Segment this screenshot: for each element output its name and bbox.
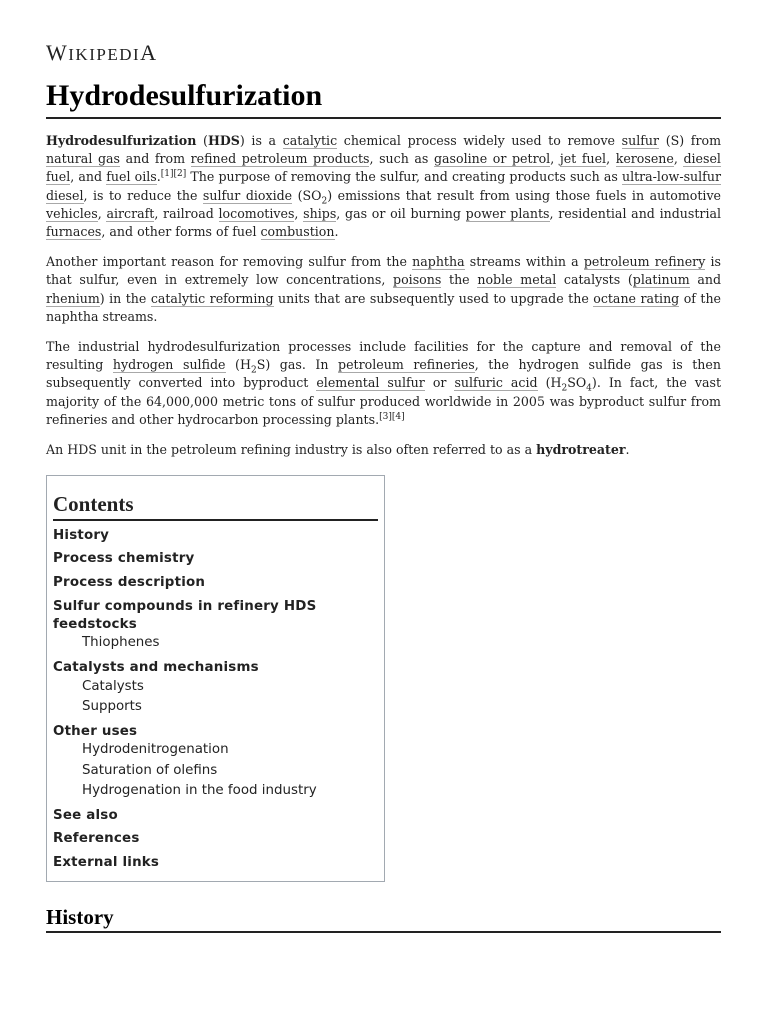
text: An HDS unit in the petroleum refining industry is also often referred to as a — [46, 442, 537, 458]
text: . — [625, 442, 630, 458]
subscript: 2 — [321, 196, 328, 207]
text: , gas or oil burning — [336, 205, 466, 221]
link-diesel-fuel[interactable]: diesel fuel — [46, 151, 721, 185]
bold-term: hydrotreater — [536, 442, 626, 458]
table-of-contents — [46, 475, 385, 882]
link-catalytic[interactable]: catalytic — [282, 133, 338, 148]
link-elemental-sulfur[interactable]: elemental sulfur — [316, 375, 425, 391]
citation-ref[interactable]: [3] — [379, 411, 392, 422]
link-ultra-low-sulfur-diesel[interactable]: ultra-low-sulfur diesel — [46, 169, 721, 203]
toc-subitem-hydrodenitrogenation[interactable]: Hydrodenitrogenation — [82, 742, 229, 758]
text: , — [550, 151, 560, 167]
bold-term: Hydrodesulfurization — [46, 133, 197, 148]
text: ). In fact, the vast majority of the 64,000,000 metric tons of sulfur produced worldwide in 2005 was byproduct sulfur from refineries and other hydrocarbon processing plants. — [46, 375, 722, 427]
subscript: 2 — [561, 383, 568, 394]
link-jet-fuel[interactable]: jet fuel — [559, 151, 607, 167]
subscript: 4 — [586, 383, 592, 394]
toc-item-see-also[interactable]: See also — [53, 807, 118, 823]
link-poisons[interactable]: poisons — [393, 272, 442, 288]
text: , — [673, 151, 684, 167]
text: SO — [567, 375, 587, 391]
text: (H — [537, 375, 562, 391]
text: (SO — [292, 187, 322, 203]
text: or — [424, 375, 455, 391]
link-gasoline[interactable]: gasoline or petrol — [433, 151, 551, 167]
text: of the naphtha streams. — [46, 290, 722, 324]
text: , — [294, 205, 304, 221]
text: and — [689, 272, 722, 288]
toc-subitem-thiophenes[interactable]: Thiophenes — [82, 635, 160, 651]
page-title: Hydrodesulfurization — [46, 78, 721, 119]
text: , — [97, 205, 107, 221]
text: , residential and industrial — [549, 205, 722, 221]
text: units that are subsequently used to upgrade the — [273, 290, 594, 306]
citation-ref[interactable]: [1] — [160, 169, 174, 180]
link-sulfuric-acid[interactable]: sulfuric acid — [454, 375, 538, 391]
toc-subitem-saturation-olefins[interactable]: Saturation of olefins — [82, 762, 218, 778]
text: catalysts ( — [556, 272, 633, 288]
text: the — [441, 272, 478, 288]
text: , — [606, 151, 616, 167]
link-furnaces[interactable]: furnaces — [46, 224, 102, 240]
toc-item-process-chemistry[interactable]: Process chemistry — [53, 551, 195, 567]
link-petroleum-refineries[interactable]: petroleum refineries — [338, 357, 475, 373]
link-kerosene[interactable]: kerosene — [615, 151, 674, 167]
text: , the hydrogen sulfide gas is then subsequently converted into byproduct — [46, 357, 721, 391]
text: ( — [196, 133, 208, 148]
toc-item-references[interactable]: References — [53, 831, 140, 847]
link-rhenium[interactable]: rhenium — [46, 290, 100, 306]
link-natural-gas[interactable]: natural gas — [46, 151, 120, 167]
toc-item-sulfur-compounds[interactable]: Sulfur compounds in refinery HDS feedstocks — [53, 598, 317, 633]
intro-paragraph-4 — [46, 441, 721, 459]
link-catalytic-reforming[interactable]: catalytic reforming — [150, 290, 274, 306]
link-hydrogen-sulfide[interactable]: hydrogen sulfide — [112, 357, 226, 373]
toc-subitem-catalysts[interactable]: Catalysts — [82, 678, 144, 694]
text: , railroad — [154, 205, 219, 221]
link-refined-petroleum-products[interactable]: refined petroleum products — [190, 151, 370, 167]
toc-item-external-links[interactable]: External links — [53, 855, 160, 871]
link-octane-rating[interactable]: octane rating — [593, 290, 680, 306]
toc-item-other-uses[interactable]: Other uses — [53, 723, 138, 739]
section-heading-history: History — [46, 904, 721, 933]
text: , and — [70, 169, 107, 185]
link-combustion[interactable]: combustion — [260, 224, 335, 240]
link-platinum[interactable]: platinum — [632, 272, 690, 288]
toc-subitem-supports[interactable]: Supports — [82, 698, 142, 714]
text: The industrial hydrodesulfurization processes include facilities for the capture and removal of the resulting — [46, 339, 721, 373]
link-noble-metal[interactable]: noble metal — [477, 272, 557, 288]
toc-title: Contents — [53, 490, 378, 521]
link-naphtha[interactable]: naphtha — [412, 254, 465, 270]
text: (S) from — [659, 133, 722, 148]
text: streams within a — [464, 254, 584, 270]
intro-paragraph-1 — [46, 132, 721, 241]
text: is that sulfur, even in extremely low concentrations, — [46, 254, 721, 288]
text: . — [334, 224, 339, 240]
citation-ref[interactable]: [2] — [173, 169, 187, 180]
text: The purpose of removing the sulfur, and creating products such as — [186, 169, 622, 185]
text: ) is a — [239, 133, 283, 148]
subscript: 2 — [250, 365, 257, 376]
text: chemical process widely used to remove — [337, 133, 622, 148]
intro-paragraph-3 — [46, 338, 721, 429]
article-body — [46, 132, 721, 933]
link-ships[interactable]: ships — [303, 205, 337, 221]
link-fuel-oils[interactable]: fuel oils — [106, 169, 157, 185]
text: (H — [225, 357, 251, 373]
text: , such as — [369, 151, 434, 167]
link-sulfur-dioxide[interactable]: sulfur dioxide — [202, 187, 293, 203]
wikipedia-logo[interactable]: WIKIPEDIA — [46, 40, 158, 65]
link-power-plants[interactable]: power plants — [465, 205, 550, 221]
text: ) emissions that result from using those fuels in automotive — [327, 187, 722, 203]
link-petroleum-refinery[interactable]: petroleum refinery — [583, 254, 706, 270]
text: ) in the — [99, 290, 151, 306]
link-sulfur[interactable]: sulfur — [621, 133, 660, 148]
toc-item-catalysts-mechanisms[interactable]: Catalysts and mechanisms — [53, 660, 259, 676]
toc-subitem-hydrogenation-food[interactable]: Hydrogenation in the food industry — [82, 782, 317, 798]
intro-paragraph-2 — [46, 253, 721, 326]
text: Another important reason for removing sulfur from the — [46, 254, 413, 270]
bold-abbrev: HDS — [207, 133, 240, 148]
text: and from — [119, 151, 191, 167]
text: , is to reduce the — [83, 187, 203, 203]
link-locomotives[interactable]: locomotives — [218, 205, 295, 221]
link-aircraft[interactable]: aircraft — [106, 205, 155, 221]
link-vehicles[interactable]: vehicles — [46, 205, 98, 221]
text: , and other forms of fuel — [101, 224, 261, 240]
toc-item-process-description[interactable]: Process description — [53, 574, 206, 590]
toc-item-history[interactable]: History — [53, 527, 110, 543]
citation-ref[interactable]: [4] — [391, 411, 405, 422]
text: . — [156, 169, 161, 185]
text: S) gas. In — [256, 357, 339, 373]
